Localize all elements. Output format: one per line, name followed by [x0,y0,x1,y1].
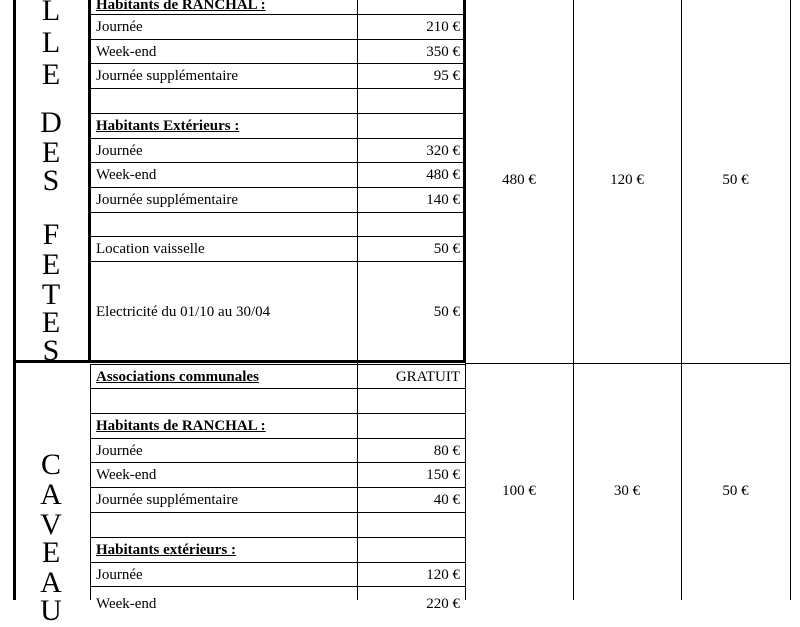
caveau-title-letter: A [40,566,62,599]
salle-row-price: 140 € [426,192,460,208]
salle-row-label: Journée [96,19,143,35]
salle-row-price: 95 € [433,68,460,84]
caveau-row-label: Journée [96,567,143,583]
salle-row-label: Journée supplémentaire [96,192,239,208]
caveau-row-label: Habitants extérieurs : [96,542,236,558]
salle-row-label: Habitants Extérieurs : [96,118,240,134]
caveau-row-price: 40 € [433,492,460,508]
salle-title-letter: E [41,248,61,281]
caveau-row-price: 220 € [426,596,460,612]
salle-col4-value: 120 € [610,172,644,188]
caveau-title-letter: V [40,508,62,541]
salle-row-label: Electricité du 01/10 au 30/04 [96,304,271,320]
salle-title-letter: T [41,278,61,311]
salle-title-letter: F [42,218,60,251]
caveau-row-label: Journée [96,443,143,459]
caveau-row-label: Associations communales [96,369,259,385]
caveau-title-letter: C [40,448,61,481]
caveau-row-price: 80 € [433,443,460,459]
salle-title-letter: E [41,58,61,91]
salle-title-letter: S [42,334,60,367]
salle-title-letter: D [40,106,62,139]
salle-row-label: Location vaisselle [96,241,205,257]
caveau-row-label: Habitants de RANCHAL : [96,418,266,434]
salle-row-price: 480 € [426,167,460,183]
salle-row-price: 320 € [426,143,460,159]
caveau-row-label: Journée supplémentaire [96,492,239,508]
salle-row-price: 50 € [433,241,460,257]
salle-col3-value: 480 € [502,172,536,188]
salle-row-label: Week-end [96,167,157,183]
caveau-row-price: 150 € [426,467,460,483]
salle-title-letter: L [41,26,61,59]
salle-row-label: Week-end [96,44,157,60]
salle-row-price: 50 € [433,304,460,320]
salle-row-label: Journée [96,143,143,159]
salle-title-letter: E [41,306,61,339]
salle-col5-value: 50 € [722,172,749,188]
caveau-col5-value: 50 € [722,483,749,499]
caveau-title-letter: E [41,536,61,569]
salle-title-letter: E [41,136,61,169]
caveau-col3-value: 100 € [502,483,536,499]
salle-row-price: 210 € [426,19,460,35]
caveau-row-label: Week-end [96,596,157,612]
salle-title-letter: S [42,164,60,197]
caveau-row-label: Week-end [96,467,157,483]
salle-row-price: 350 € [426,44,460,60]
salle-title-letter: L [41,0,61,27]
caveau-title-letter: U [40,594,62,627]
salle-row-label: Journée supplémentaire [96,68,239,84]
caveau-col4-value: 30 € [613,483,641,499]
salle-row-label: Habitants de RANCHAL : [96,0,266,13]
caveau-row-price: GRATUIT [395,369,460,385]
caveau-row-price: 120 € [426,567,460,583]
caveau-title-letter: A [40,478,62,511]
